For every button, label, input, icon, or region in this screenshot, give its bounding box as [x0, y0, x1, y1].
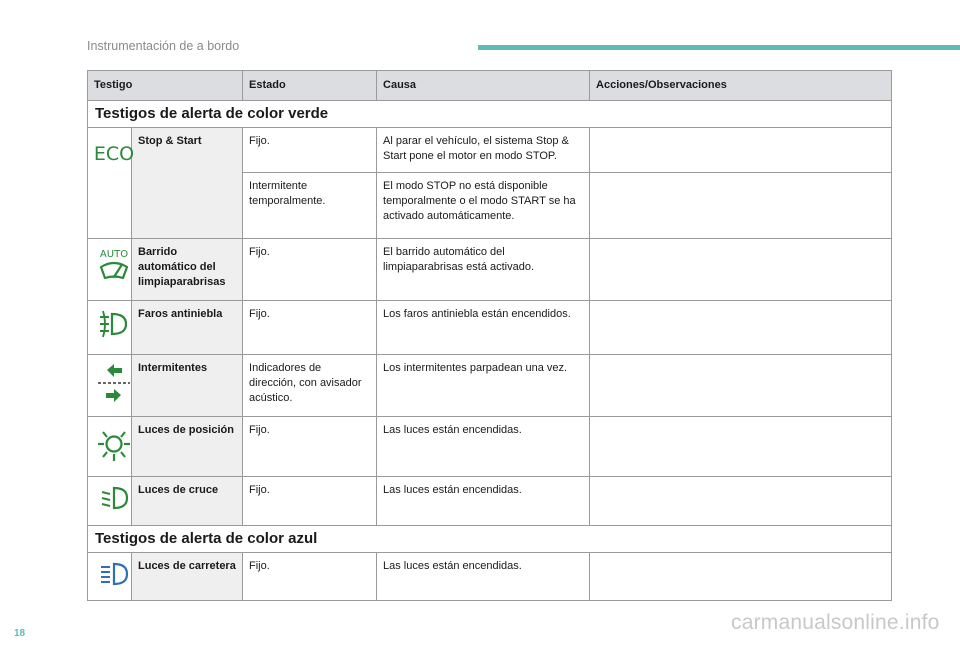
- table-header-row: [88, 71, 892, 101]
- turn-signal-icon: [88, 355, 132, 417]
- actions-cell: [590, 239, 892, 301]
- column-header-estado: Estado: [243, 71, 377, 101]
- actions-cell: [590, 128, 892, 173]
- warning-lights-table: [87, 70, 892, 601]
- auto-wiper-icon: [88, 239, 132, 301]
- testigo-name: Faros antiniebla: [132, 301, 243, 355]
- cause-cell: Las luces están encendidas.: [377, 477, 590, 526]
- table-row: [88, 417, 892, 477]
- table-row: [88, 301, 892, 355]
- svg-text:ECO: ECO: [94, 143, 134, 165]
- cause-cell: Al parar el vehículo, el sistema Stop & Start pone el motor en modo STOP.: [377, 128, 590, 173]
- table-row: [88, 128, 892, 173]
- cause-cell: El barrido automático del limpiaparabrisas está activado.: [377, 239, 590, 301]
- svg-text:AUTO: AUTO: [99, 249, 129, 260]
- cause-cell: Las luces están encendidas.: [377, 417, 590, 477]
- page-header-title: Instrumentación de a bordo: [87, 39, 240, 53]
- section-row-green: [88, 101, 892, 128]
- section-title-green: Testigos de alerta de color verde: [88, 101, 892, 128]
- actions-cell: [590, 417, 892, 477]
- column-header-causa: Causa: [377, 71, 590, 101]
- state-cell: Fijo.: [243, 553, 377, 601]
- sidelights-icon: [88, 417, 132, 477]
- state-cell: Fijo.: [243, 239, 377, 301]
- cause-cell: Los intermitentes parpadean una vez.: [377, 355, 590, 417]
- testigo-name: Barrido automático del limpiaparabrisas: [132, 239, 243, 301]
- column-header-testigo: Testigo: [88, 71, 243, 101]
- main-beam-icon: [88, 553, 132, 601]
- actions-cell: [590, 477, 892, 526]
- testigo-name: Luces de carretera: [132, 553, 243, 601]
- eco-icon: [88, 128, 132, 239]
- table-row: [88, 355, 892, 417]
- cause-cell: Los faros antiniebla están encendidos.: [377, 301, 590, 355]
- column-header-acciones: Acciones/Observaciones: [590, 71, 892, 101]
- actions-cell: [590, 173, 892, 239]
- section-row-blue: [88, 526, 892, 553]
- state-cell: Fijo.: [243, 301, 377, 355]
- state-cell: Fijo.: [243, 417, 377, 477]
- page-number: 18: [14, 628, 26, 639]
- testigo-name: Luces de posición: [132, 417, 243, 477]
- state-cell: Fijo.: [243, 477, 377, 526]
- table-row: [88, 239, 892, 301]
- testigo-name: Luces de cruce: [132, 477, 243, 526]
- state-cell: Indicadores de dirección, con avisador acústico.: [243, 355, 377, 417]
- section-title-blue: Testigos de alerta de color azul: [88, 526, 892, 553]
- actions-cell: [590, 301, 892, 355]
- front-fog-light-icon: [88, 301, 132, 355]
- table-row: [88, 553, 892, 601]
- state-cell: Fijo.: [243, 128, 377, 173]
- testigo-name: Intermitentes: [132, 355, 243, 417]
- actions-cell: [590, 355, 892, 417]
- cause-cell: El modo STOP no está disponible temporalmente o el modo START se ha activado automáticamente.: [377, 173, 590, 239]
- testigo-name: Stop & Start: [132, 128, 243, 239]
- actions-cell: [590, 553, 892, 601]
- cause-cell: Las luces están encendidas.: [377, 553, 590, 601]
- dipped-beam-icon: [88, 477, 132, 526]
- watermark: carmanualsonline.info: [731, 611, 940, 634]
- header-accent-bar: [478, 45, 960, 50]
- state-cell: Intermitente temporalmente.: [243, 173, 377, 239]
- table-row: [88, 477, 892, 526]
